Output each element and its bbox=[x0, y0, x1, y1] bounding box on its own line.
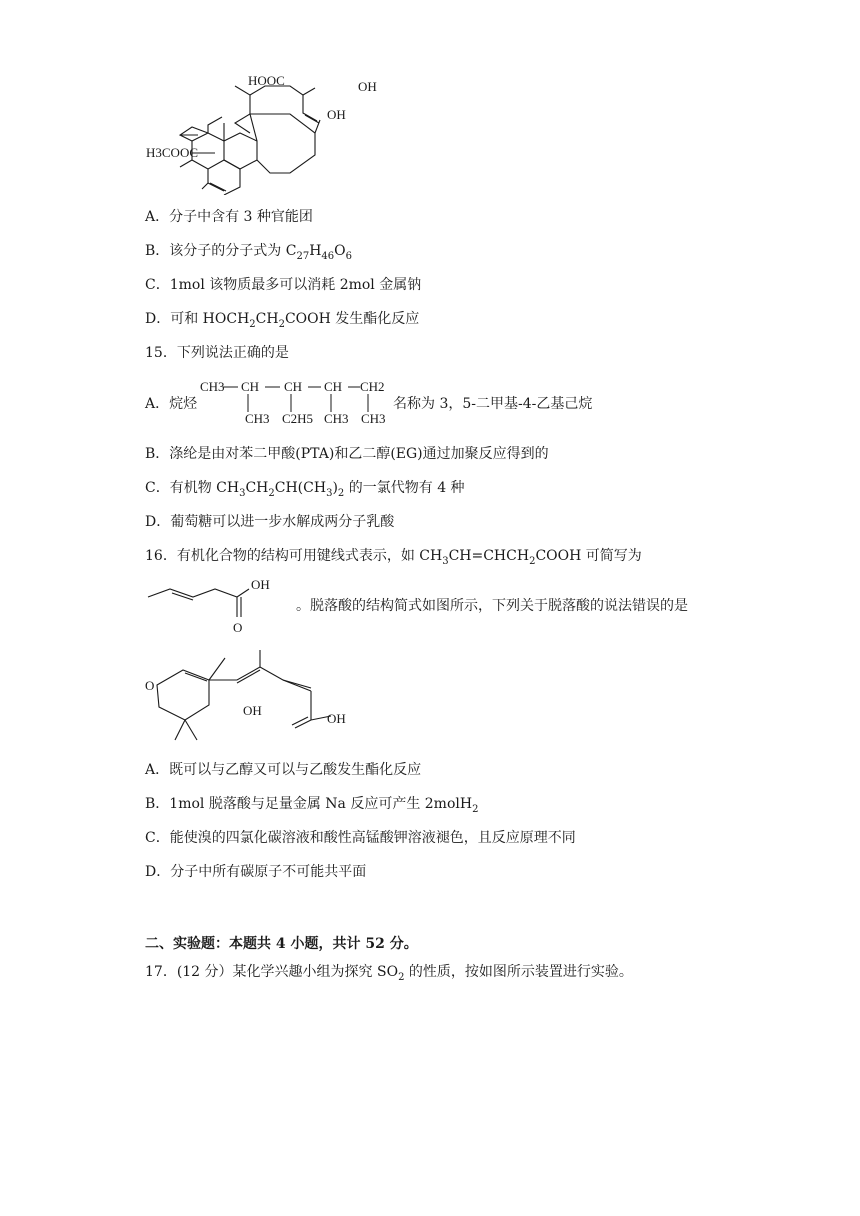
aba-ketone-o: O bbox=[145, 678, 155, 693]
q16-stem-suffix: COOH 可简写为 bbox=[535, 548, 642, 564]
hooc-label: HOOC bbox=[248, 73, 285, 88]
q14-d-sub1: 2 bbox=[249, 318, 256, 330]
q14-option-d bbox=[145, 310, 419, 334]
q15-c-chch: CH(CH bbox=[274, 480, 327, 496]
oh-label-1: OH bbox=[358, 79, 377, 94]
q16-stem bbox=[145, 547, 642, 571]
q15-c-paren: ) bbox=[332, 480, 338, 496]
q14-b-sub2: 46 bbox=[321, 250, 335, 262]
q16-stem-mid: CH=CHCH bbox=[448, 548, 530, 564]
q14-b-sub3: 6 bbox=[345, 250, 352, 262]
q14-option-c: C．1mol 该物质最多可以消耗 2mol 金属钠 bbox=[145, 277, 422, 293]
q14-d-prefix: D．可和 HOCH bbox=[145, 311, 250, 327]
q14-b-sub1: 27 bbox=[296, 250, 310, 262]
q16-option-a: A．既可以与乙醇又可以与乙酸发生酯化反应 bbox=[145, 762, 422, 778]
q15-c-prefix: C．有机物 CH bbox=[145, 480, 240, 496]
q16-option-b bbox=[145, 795, 478, 819]
q15-c-sub3: 3 bbox=[326, 487, 333, 499]
q16-option-d: D．分子中所有碳原子不可能共平面 bbox=[145, 864, 367, 880]
section-2-title: 二、实验题：本题共 4 小题，共计 52 分。 bbox=[145, 936, 418, 952]
q15-bottom-ch3-3: CH3 bbox=[361, 411, 386, 426]
aba-oh-1: OH bbox=[243, 703, 262, 718]
q15-alkane-formula bbox=[198, 375, 393, 427]
q15-option-a-suffix: 名称为 3，5-二甲基-4-乙基己烷 bbox=[393, 396, 593, 412]
q14-d-suffix: COOH 发生酯化反应 bbox=[284, 311, 420, 327]
q15-c-ch: CH bbox=[245, 480, 269, 496]
q15-bottom-ch3-1: CH3 bbox=[245, 411, 270, 426]
q16-stem-sub2: 2 bbox=[529, 555, 536, 567]
q15-bottom-c2h5: C2H5 bbox=[282, 411, 314, 426]
q17-sub: 2 bbox=[398, 971, 405, 983]
aba-oh-2: OH bbox=[327, 711, 346, 726]
q16-stem-sub1: 3 bbox=[442, 555, 449, 567]
q15-top-ch-3: CH bbox=[324, 379, 343, 394]
q14-option-b bbox=[145, 242, 352, 266]
q15-bottom-ch3-2: CH3 bbox=[324, 411, 349, 426]
q14-d-ch: CH bbox=[255, 311, 279, 327]
q14-b-h: H bbox=[309, 243, 322, 259]
q16-after-example: 。脱落酸的结构简式如图所示，下列关于脱落酸的说法错误的是 bbox=[296, 598, 688, 614]
q17-suffix: 的性质，按如图所示装置进行实验。 bbox=[404, 964, 633, 980]
q17-prefix: 17．(12 分）某化学兴趣小组为探究 SO bbox=[145, 964, 399, 980]
q14-b-prefix: B．该分子的分子式为 C bbox=[145, 243, 297, 259]
oh-label-2: OH bbox=[327, 107, 346, 122]
q16-b-prefix: B．1mol 脱落酸与足量金属 Na 反应可产生 2molH bbox=[145, 796, 473, 812]
q14-structure bbox=[140, 65, 400, 195]
q15-top-ch2: CH2 bbox=[360, 379, 385, 394]
q15-option-b: B．涤纶是由对苯二甲酸(PTA)和乙二醇(EG)通过加聚反应得到的 bbox=[145, 446, 549, 462]
q15-top-ch-1: CH bbox=[241, 379, 260, 394]
q15-option-a-prefix: A．烷烃 bbox=[145, 396, 198, 412]
q15-stem: 15．下列说法正确的是 bbox=[145, 345, 289, 361]
q15-c-sub2: 2 bbox=[268, 487, 275, 499]
q15-c-sub1: 3 bbox=[239, 487, 246, 499]
q16-option-c: C．能使溴的四氯化碳溶液和酸性高锰酸钾溶液褪色，且反应原理不同 bbox=[145, 830, 576, 846]
q15-top-ch3: CH3 bbox=[200, 379, 225, 394]
q14-b-o: O bbox=[334, 243, 346, 259]
q15-c-sub4: 2 bbox=[337, 487, 345, 499]
q17-stem bbox=[145, 963, 633, 987]
h3cooc-label: H3COOC bbox=[146, 145, 199, 160]
q15-option-d: D．葡萄糖可以进一步水解成两分子乳酸 bbox=[145, 514, 395, 530]
q15-option-c bbox=[145, 479, 465, 503]
q14-option-a: A．分子中含有 3 种官能团 bbox=[145, 209, 313, 225]
q16-example-o: O bbox=[233, 620, 243, 635]
q14-d-sub2: 2 bbox=[278, 318, 285, 330]
q15-top-ch-2: CH bbox=[284, 379, 303, 394]
q15-c-suffix: 的一氯代物有 4 种 bbox=[344, 480, 465, 496]
q16-abscisic-acid-structure bbox=[145, 645, 365, 745]
q16-example-oh: OH bbox=[251, 577, 270, 592]
q16-example-structure bbox=[145, 575, 295, 635]
q16-stem-prefix: 16．有机化合物的结构可用键线式表示，如 CH bbox=[145, 548, 443, 564]
q16-b-sub: 2 bbox=[472, 803, 479, 815]
